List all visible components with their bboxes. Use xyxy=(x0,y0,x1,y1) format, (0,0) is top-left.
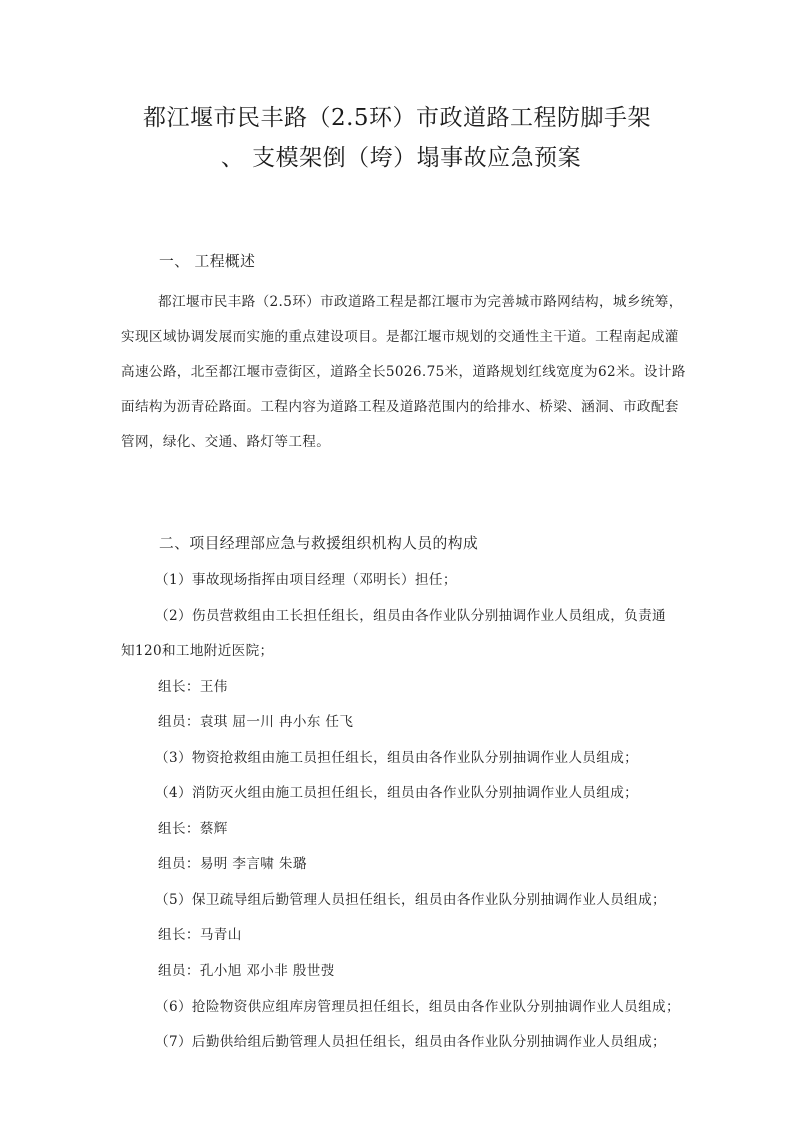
paragraph-line: 面结构为沥青砼路面。工程内容为道路工程及道路范围内的给排水、桥梁、涵洞、市政配套 xyxy=(121,399,679,415)
list-item: （6）抢险物资供应组库房管理员担任组长，组员由各作业队分别抽调作业人员组成； xyxy=(155,999,680,1015)
team-members: 组员：孔小旭 邓小非 殷世弢 xyxy=(158,963,335,979)
list-item: （5）保卫疏导组后勤管理人员担任组长，组员由各作业队分别抽调作业人员组成； xyxy=(155,892,666,908)
paragraph-line: 高速公路，北至都江堰市壹街区，道路全长5026.75米，道路规划红线宽度为62米。设计路 xyxy=(121,364,686,380)
list-item: （4）消防灭火组由施工员担任组长，组员由各作业队分别抽调作业人员组成； xyxy=(155,785,639,801)
list-item: （2）伤员营救组由工长担任组长，组员由各作业队分别抽调作业人员组成，负责通 xyxy=(155,608,666,624)
team-members: 组员：袁琪 屈一川 冉小东 任飞 xyxy=(158,714,354,730)
team-members: 组员：易明 李言啸 朱璐 xyxy=(158,856,307,872)
paragraph-line: 实现区域协调发展而实施的重点建设项目。是都江堰市规划的交通性主干道。工程南起成灌 xyxy=(121,329,679,345)
team-leader: 组长：马青山 xyxy=(158,927,242,943)
team-leader: 组长：蔡辉 xyxy=(158,821,228,837)
list-item: （7）后勤供给组后勤管理人员担任组长，组员由各作业队分别抽调作业人员组成； xyxy=(155,1034,666,1050)
document-title-line-2: 、 支模架倒（垮）塌事故应急预案 xyxy=(220,145,582,171)
paragraph-line: 管网，绿化、交通、路灯等工程。 xyxy=(121,434,331,450)
list-item-continuation: 知120和工地附近医院； xyxy=(121,643,274,659)
list-item: （3）物资抢救组由施工员担任组长，组员由各作业队分别抽调作业人员组成； xyxy=(155,750,639,766)
paragraph-line: 都江堰市民丰路（2.5环）市政道路工程是都江堰市为完善城市路网结构，城乡统筹， xyxy=(158,294,683,310)
team-leader: 组长：王伟 xyxy=(158,679,228,695)
list-item: （1）事故现场指挥由项目经理（邓明长）担任； xyxy=(155,572,457,588)
section-2-heading: 二、项目经理部应急与救援组织机构人员的构成 xyxy=(159,535,479,552)
document-title-line-1: 都江堰市民丰路（2.5环）市政道路工程防脚手架 xyxy=(142,105,652,131)
section-1-heading: 一、 工程概述 xyxy=(159,253,256,270)
